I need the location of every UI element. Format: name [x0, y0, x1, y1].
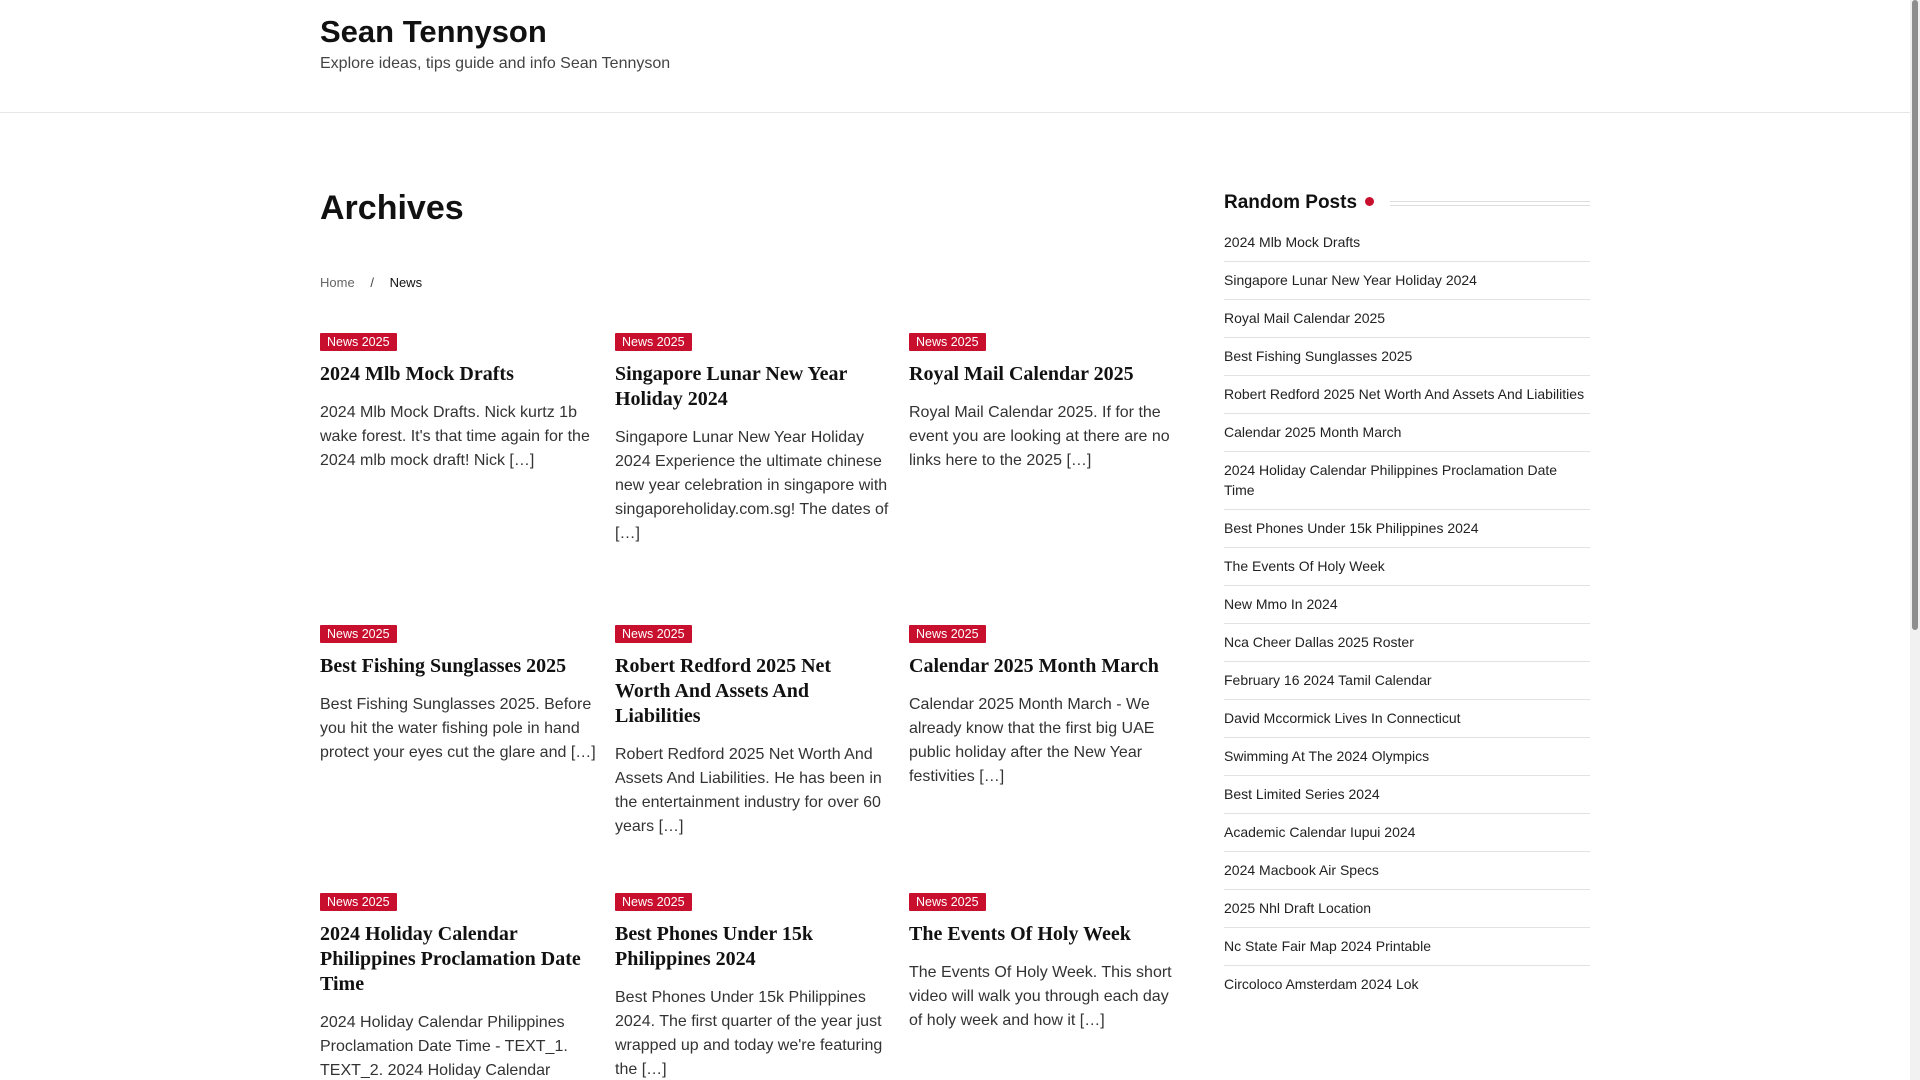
- post-title[interactable]: Singapore Lunar New Year Holiday 2024: [615, 363, 848, 410]
- category-badge[interactable]: News 2025: [320, 333, 397, 351]
- random-post-link[interactable]: Singapore Lunar New Year Holiday 2024: [1224, 262, 1590, 300]
- post-title[interactable]: Royal Mail Calendar 2025: [909, 363, 1134, 385]
- post-title[interactable]: 2024 Holiday Calendar Philippines Proclamation Date Time: [320, 923, 581, 995]
- category-badge[interactable]: News 2025: [909, 893, 986, 911]
- post-excerpt: Best Fishing Sunglasses 2025. Before you hit the water fishing pole in hand protect your eyes cut the glare and […]: [320, 696, 596, 761]
- random-post-link[interactable]: New Mmo In 2024: [1224, 586, 1590, 624]
- category-badge[interactable]: News 2025: [909, 625, 986, 643]
- post-excerpt: Robert Redford 2025 Net Worth And Assets And Liabilities. He has been in the entertainment industry for over 60 years […]: [615, 746, 882, 835]
- post-excerpt: Calendar 2025 Month March - We already know that the first big UAE public holiday after the New Year festivities […]: [909, 696, 1155, 785]
- post-card: [615, 333, 891, 546]
- random-post-link[interactable]: Nca Cheer Dallas 2025 Roster: [1224, 624, 1590, 662]
- random-posts-list: [1224, 224, 1590, 1003]
- random-post-link[interactable]: Academic Calendar Iupui 2024: [1224, 814, 1590, 852]
- post-card: [615, 625, 891, 839]
- widget-header: [1224, 192, 1590, 216]
- post-title[interactable]: Calendar 2025 Month March: [909, 655, 1159, 677]
- widget-title-text: Random Posts: [1224, 192, 1358, 213]
- random-post-link[interactable]: 2024 Holiday Calendar Philippines Proclamation Date Time: [1224, 452, 1590, 510]
- page-title: Archives: [320, 189, 464, 227]
- post-title[interactable]: Best Phones Under 15k Philippines 2024: [615, 923, 813, 970]
- post-card: [909, 893, 1185, 1033]
- post-excerpt: 2024 Mlb Mock Drafts. Nick kurtz 1b wake forest. It's that time again for the 2024 mlb mock draft! Nick […]: [320, 404, 590, 469]
- post-excerpt: 2024 Holiday Calendar Philippines Proclamation Date Time - TEXT_1. TEXT_2. 2024 Holiday Calendar: [320, 1014, 568, 1079]
- post-excerpt: Singapore Lunar New Year Holiday 2024 Experience the ultimate chinese new year celebration in singapore with singaporeholiday.com.sg! The dates of […]: [615, 429, 889, 542]
- random-post-link[interactable]: Circoloco Amsterdam 2024 Lok: [1224, 976, 1419, 992]
- dot-icon: [1365, 197, 1374, 206]
- post-card: [320, 333, 596, 473]
- post-excerpt: Best Phones Under 15k Philippines 2024. The first quarter of the year just wrapped up and today we're featuring the […]: [615, 989, 883, 1078]
- category-badge[interactable]: News 2025: [320, 625, 397, 643]
- category-badge[interactable]: News 2025: [615, 333, 692, 351]
- random-post-link[interactable]: Swimming At The 2024 Olympics: [1224, 738, 1590, 776]
- breadcrumb-home-link[interactable]: Home: [320, 275, 355, 290]
- page-scrollbar[interactable]: [1910, 0, 1920, 1080]
- sidebar: [1224, 192, 1590, 1003]
- site-header: [0, 0, 1910, 113]
- widget-title: [1224, 192, 1384, 214]
- category-badge[interactable]: News 2025: [320, 893, 397, 911]
- post-excerpt: The Events Of Holy Week. This short video will walk you through each day of holy week and how it […]: [909, 964, 1172, 1029]
- widget-title-rule: [1390, 201, 1590, 206]
- breadcrumb: [320, 275, 422, 290]
- random-post-link[interactable]: Nc State Fair Map 2024 Printable: [1224, 928, 1590, 966]
- site-title[interactable]: Sean Tennyson: [320, 14, 547, 49]
- category-badge[interactable]: News 2025: [615, 625, 692, 643]
- random-post-link[interactable]: 2024 Macbook Air Specs: [1224, 852, 1590, 890]
- post-title[interactable]: 2024 Mlb Mock Drafts: [320, 363, 514, 385]
- post-card: [320, 893, 596, 1080]
- random-post-link[interactable]: Royal Mail Calendar 2025: [1224, 300, 1590, 338]
- random-post-link[interactable]: 2025 Nhl Draft Location: [1224, 890, 1590, 928]
- random-post-link[interactable]: Best Limited Series 2024: [1224, 776, 1590, 814]
- breadcrumb-separator: /: [370, 275, 374, 290]
- random-post-link[interactable]: David Mccormick Lives In Connecticut: [1224, 700, 1590, 738]
- post-card: [909, 625, 1185, 789]
- random-post-link[interactable]: Calendar 2025 Month March: [1224, 414, 1590, 452]
- post-title[interactable]: Robert Redford 2025 Net Worth And Assets And Liabilities: [615, 655, 832, 727]
- post-card: [320, 625, 596, 765]
- category-badge[interactable]: News 2025: [909, 333, 986, 351]
- category-badge[interactable]: News 2025: [615, 893, 692, 911]
- random-post-link[interactable]: Best Fishing Sunglasses 2025: [1224, 338, 1590, 376]
- random-post-link[interactable]: February 16 2024 Tamil Calendar: [1224, 662, 1590, 700]
- random-post-link[interactable]: Best Phones Under 15k Philippines 2024: [1224, 510, 1590, 548]
- post-excerpt: Royal Mail Calendar 2025. If for the event you are looking at there are no links here to the 2025 […]: [909, 404, 1170, 469]
- random-post-link[interactable]: Robert Redford 2025 Net Worth And Assets And Liabilities: [1224, 376, 1590, 414]
- site-description: Explore ideas, tips guide and info Sean Tennyson: [320, 55, 671, 72]
- scrollbar-thumb[interactable]: [1912, 0, 1918, 630]
- post-title[interactable]: Best Fishing Sunglasses 2025: [320, 655, 567, 677]
- random-post-link[interactable]: The Events Of Holy Week: [1224, 548, 1590, 586]
- breadcrumb-current: News: [389, 275, 423, 290]
- random-post-link[interactable]: 2024 Mlb Mock Drafts: [1224, 224, 1590, 262]
- post-card: [615, 893, 891, 1080]
- post-title[interactable]: The Events Of Holy Week: [909, 923, 1131, 945]
- post-card: [909, 333, 1185, 473]
